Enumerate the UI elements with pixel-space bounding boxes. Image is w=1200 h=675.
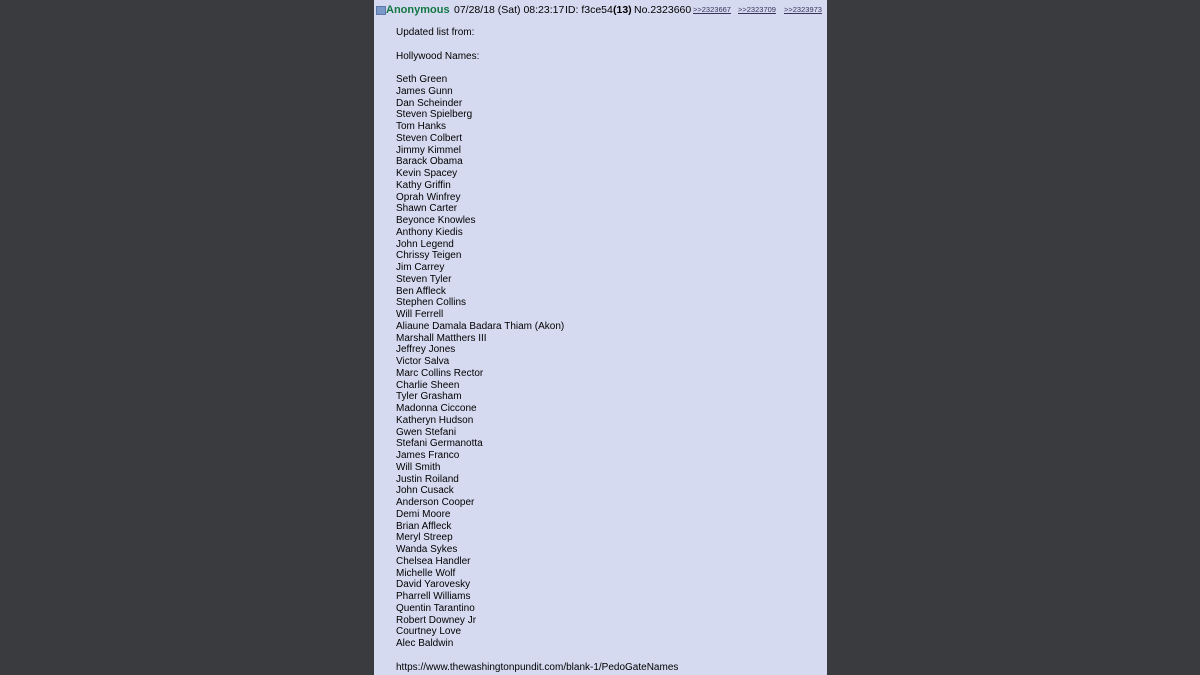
name-list-item: Robert Downey Jr: [396, 614, 477, 626]
section-heading: Hollywood Names:: [396, 50, 480, 62]
name-list-item: Beyonce Knowles: [396, 215, 476, 226]
name-list-item: Katheryn Hudson: [396, 414, 474, 426]
name-list-item: Seth Green: [396, 74, 448, 85]
post-header: [374, 2, 827, 18]
post-body: [396, 27, 816, 673]
name-list-item: Barack Obama: [396, 156, 463, 168]
file-icon[interactable]: [376, 6, 386, 15]
name-list-item: Will Smith: [396, 461, 441, 473]
name-list-item: Madonna Ciccone: [396, 403, 477, 414]
post-number[interactable]: No.2323660: [634, 4, 692, 16]
name-list-item: Steven Spielberg: [396, 109, 473, 121]
post-intro: Updated list from:: [396, 27, 475, 38]
name-list-item: Dan Scheinder: [396, 97, 463, 109]
id-post-count: (13): [613, 4, 632, 16]
name-list-item: Wanda Sykes: [396, 544, 458, 555]
name-list-item: Justin Roiland: [396, 473, 459, 485]
name-list-item: Marshall Matthers III: [396, 332, 487, 344]
name-list-item: Michelle Wolf: [396, 567, 456, 579]
name-list-item: Tom Hanks: [396, 121, 447, 132]
source-link[interactable]: https://www.thewashingtonpundit.com/blank-1/PedoGateNames: [396, 661, 679, 673]
name-list-item: Kevin Spacey: [396, 168, 458, 179]
names-list: [396, 74, 816, 650]
name-list-item: David Yarovesky: [396, 579, 471, 591]
name-list-item: James Franco: [396, 450, 460, 461]
name-list-item: Victor Salva: [396, 356, 450, 367]
name-list-item: Demi Moore: [396, 508, 451, 520]
name-list-item: Pharrell Williams: [396, 591, 471, 602]
name-list-item: Shawn Carter: [396, 203, 458, 215]
poster-id[interactable]: ID: f3ce54: [565, 4, 613, 16]
name-list-item: John Legend: [396, 238, 454, 250]
name-list-item: Kathy Griffin: [396, 179, 451, 191]
name-list-item: John Cusack: [396, 485, 454, 497]
name-list-item: Gwen Stefani: [396, 426, 457, 438]
name-list-item: Tyler Grasham: [396, 391, 462, 403]
name-list-item: Anthony Kiedis: [396, 226, 463, 238]
backlink[interactable]: >>2323973: [784, 5, 822, 14]
post-datetime: 07/28/18 (Sat) 08:23:17: [454, 4, 565, 16]
name-list-item: Ben Affleck: [396, 285, 446, 297]
name-list-item: James Gunn: [396, 85, 453, 97]
name-list-item: Steven Colbert: [396, 132, 463, 144]
name-list-item: Alec Baldwin: [396, 638, 454, 649]
name-list-item: Jeffrey Jones: [396, 344, 456, 356]
name-list-item: Chrissy Teigen: [396, 250, 462, 262]
name-list-item: Brian Affleck: [396, 520, 452, 532]
name-list-item: Marc Collins Rector: [396, 367, 484, 379]
backlink[interactable]: >>2323709: [738, 5, 776, 14]
post: [374, 0, 827, 675]
backlink[interactable]: >>2323667: [693, 5, 731, 14]
name-list-item: Oprah Winfrey: [396, 191, 461, 203]
name-list-item: Anderson Cooper: [396, 497, 475, 508]
name-list-item: Aliaune Damala Badara Thiam (Akon): [396, 320, 565, 332]
name-list-item: Stefani Germanotta: [396, 438, 483, 450]
name-list-item: Quentin Tarantino: [396, 602, 475, 614]
name-list-item: Stephen Collins: [396, 297, 467, 309]
name-list-item: Jim Carrey: [396, 262, 445, 273]
name-list-item: Steven Tyler: [396, 273, 452, 285]
name-list-item: Jimmy Kimmel: [396, 144, 461, 156]
poster-name: Anonymous: [386, 4, 450, 16]
name-list-item: Charlie Sheen: [396, 379, 460, 391]
name-list-item: Will Ferrell: [396, 309, 444, 320]
name-list-item: Courtney Love: [396, 626, 462, 638]
name-list-item: Meryl Streep: [396, 532, 453, 544]
name-list-item: Chelsea Handler: [396, 555, 471, 567]
